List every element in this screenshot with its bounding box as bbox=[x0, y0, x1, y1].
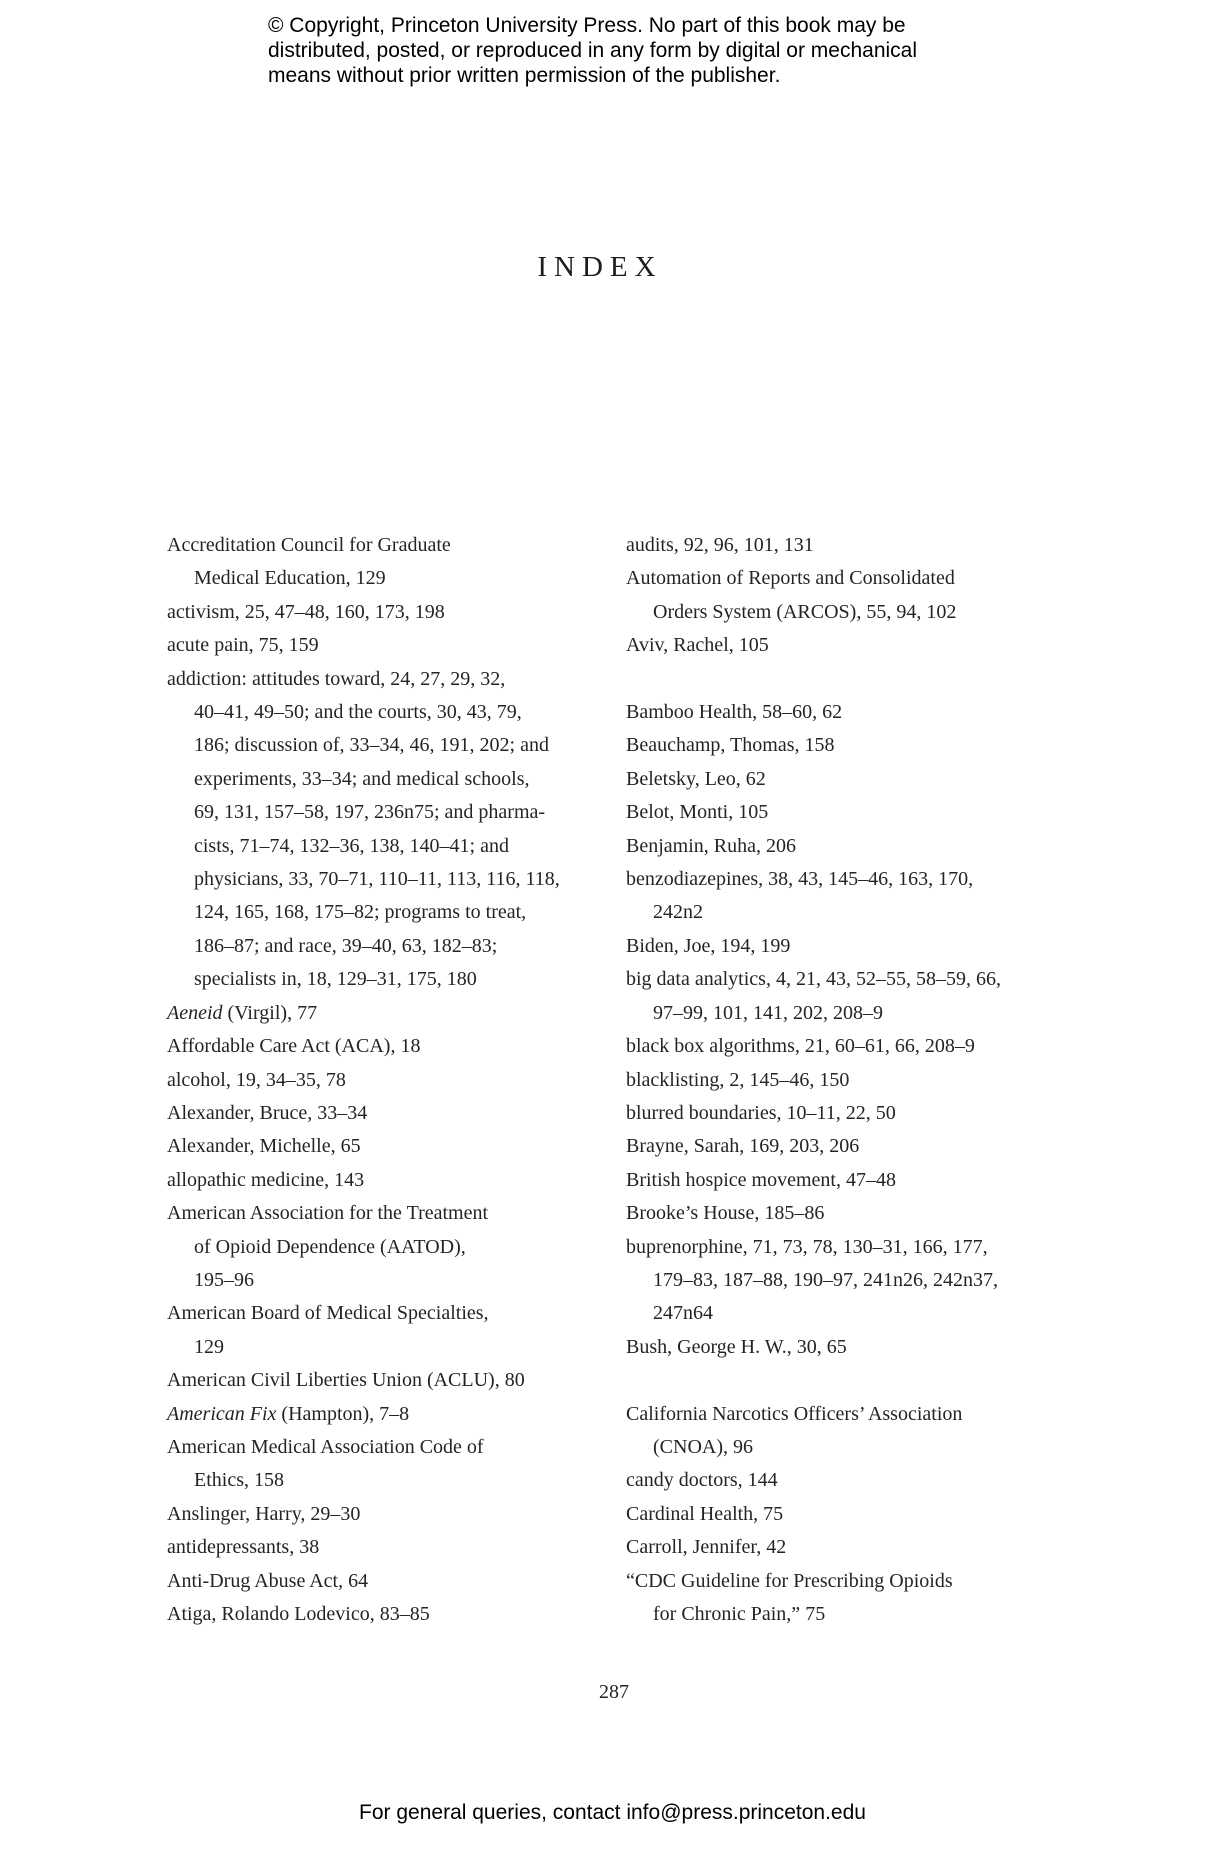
index-entry-continuation: Orders System (ARCOS), 55, 94, 102 bbox=[653, 600, 957, 623]
index-entry-line: American Association for the Treatment bbox=[167, 1202, 489, 1225]
index-entry-line: Beauchamp, Thomas, 158 bbox=[626, 734, 835, 757]
index-entry-line: California Narcotics Officers’ Association bbox=[626, 1402, 963, 1425]
index-entry-line: Anslinger, Harry, 29–30 bbox=[167, 1502, 361, 1525]
index-entry-line: American Board of Medical Specialties, bbox=[167, 1302, 489, 1325]
index-entry-continuation: 179–83, 187–88, 190–97, 241n26, 242n37, bbox=[653, 1268, 998, 1291]
index-entry-continuation: Ethics, 158 bbox=[194, 1469, 284, 1492]
index-entry-line: antidepressants, 38 bbox=[167, 1536, 320, 1559]
index-entry-continuation: physicians, 33, 70–71, 110–11, 113, 116, 118, bbox=[194, 868, 560, 891]
page-title: INDEX bbox=[537, 251, 663, 283]
italic-work-title: American Fix bbox=[167, 1402, 277, 1425]
index-entry-continuation: cists, 71–74, 132–36, 138, 140–41; and bbox=[194, 834, 509, 857]
index-gap bbox=[626, 663, 1186, 696]
index-entry-line: Atiga, Rolando Lodevico, 83–85 bbox=[167, 1603, 430, 1625]
index-entry-line: Brooke’s House, 185–86 bbox=[626, 1202, 825, 1225]
index-entry-line: Affordable Care Act (ACA), 18 bbox=[167, 1035, 421, 1058]
index-entry-line: Bush, George H. W., 30, 65 bbox=[626, 1335, 847, 1358]
index-entry-line: big data analytics, 4, 21, 43, 52–55, 58–59, 66, bbox=[626, 968, 1001, 991]
index-entry-line: black box algorithms, 21, 60–61, 66, 208–9 bbox=[626, 1035, 975, 1058]
index-entry-line: addiction: attitudes toward, 24, 27, 29, 32, bbox=[167, 667, 506, 690]
page-number: 287 bbox=[599, 1681, 629, 1703]
index-entry-continuation: 124, 165, 168, 175–82; programs to treat, bbox=[194, 901, 527, 924]
index-gap bbox=[626, 1364, 1186, 1397]
index-entry-continuation: Medical Education, 129 bbox=[194, 567, 386, 590]
index-entry-continuation: specialists in, 18, 129–31, 175, 180 bbox=[194, 968, 477, 991]
index-entry-line: Brayne, Sarah, 169, 203, 206 bbox=[626, 1135, 860, 1158]
index-entry-line: Alexander, Michelle, 65 bbox=[167, 1135, 361, 1158]
copyright-notice bbox=[268, 13, 988, 88]
index-column-left bbox=[167, 529, 617, 1631]
index-entry-line: Belot, Monti, 105 bbox=[626, 801, 769, 824]
index-entry-continuation: 97–99, 101, 141, 202, 208–9 bbox=[653, 1001, 883, 1024]
index-entry-line: Alexander, Bruce, 33–34 bbox=[167, 1101, 368, 1124]
index-entry-line: benzodiazepines, 38, 43, 145–46, 163, 170, bbox=[626, 868, 974, 891]
index-entry-line: Biden, Joe, 194, 199 bbox=[626, 934, 791, 957]
index-entry-line: buprenorphine, 71, 73, 78, 130–31, 166, 177, bbox=[626, 1235, 988, 1258]
index-entry-line: allopathic medicine, 143 bbox=[167, 1168, 365, 1191]
index-entry-line: Anti-Drug Abuse Act, 64 bbox=[167, 1569, 369, 1592]
index-entry-line: “CDC Guideline for Prescribing Opioids bbox=[626, 1569, 953, 1592]
copyright-line: © Copyright, Princeton University Press. No part of this book may be bbox=[268, 14, 906, 37]
index-entry-continuation: 129 bbox=[194, 1335, 224, 1358]
index-entry-continuation: for Chronic Pain,” 75 bbox=[653, 1603, 826, 1625]
index-entry-line: blacklisting, 2, 145–46, 150 bbox=[626, 1068, 850, 1091]
index-entry-line: Carroll, Jennifer, 42 bbox=[626, 1536, 787, 1559]
index-entry-line: American Medical Association Code of bbox=[167, 1435, 484, 1458]
index-entry-continuation: 40–41, 49–50; and the courts, 30, 43, 79, bbox=[194, 701, 522, 724]
copyright-line: means without prior written permission of the publisher. bbox=[268, 64, 781, 87]
index-entry-line: American Civil Liberties Union (ACLU), 80 bbox=[167, 1369, 525, 1392]
footer-contact-text: For general queries, contact info@press.princeton.edu bbox=[359, 1801, 866, 1824]
index-entry-line: Bamboo Health, 58–60, 62 bbox=[626, 701, 843, 724]
index-entry-line: British hospice movement, 47–48 bbox=[626, 1168, 896, 1191]
index-entry-continuation: 247n64 bbox=[653, 1302, 713, 1325]
italic-work-title: Aeneid bbox=[167, 1001, 223, 1024]
index-entry-line: activism, 25, 47–48, 160, 173, 198 bbox=[167, 600, 445, 623]
index-entry-continuation: 195–96 bbox=[194, 1268, 254, 1291]
index-entry-line: audits, 92, 96, 101, 131 bbox=[626, 534, 814, 556]
copyright-line: distributed, posted, or reproduced in any form by digital or mechanical bbox=[268, 39, 918, 62]
index-entry-line: Beletsky, Leo, 62 bbox=[626, 767, 766, 790]
index-entry-continuation: 242n2 bbox=[653, 901, 703, 924]
index-entry-line: alcohol, 19, 34–35, 78 bbox=[167, 1068, 346, 1091]
index-entry-line: Benjamin, Ruha, 206 bbox=[626, 834, 796, 857]
index-entry-continuation: 186; discussion of, 33–34, 46, 191, 202; and bbox=[194, 734, 549, 757]
index-entry-continuation: (CNOA), 96 bbox=[653, 1435, 753, 1458]
index-entry-continuation: experiments, 33–34; and medical schools, bbox=[194, 767, 530, 790]
index-entry-line: blurred boundaries, 10–11, 22, 50 bbox=[626, 1101, 896, 1124]
index-entry-line: Cardinal Health, 75 bbox=[626, 1502, 784, 1525]
index-entry-line: candy doctors, 144 bbox=[626, 1469, 778, 1492]
index-entry-line: Aviv, Rachel, 105 bbox=[626, 634, 769, 657]
index-entry-continuation: 69, 131, 157–58, 197, 236n75; and pharma- bbox=[194, 801, 546, 824]
index-entry-continuation: 186–87; and race, 39–40, 63, 182–83; bbox=[194, 934, 498, 957]
index-entry-line: acute pain, 75, 159 bbox=[167, 634, 319, 657]
index-entry-line: Accreditation Council for Graduate bbox=[167, 534, 451, 556]
index-entry-continuation: of Opioid Dependence (AATOD), bbox=[194, 1235, 466, 1258]
index-entry-line: American Fix (Hampton), 7–8 bbox=[167, 1402, 410, 1425]
index-entry-line: Aeneid (Virgil), 77 bbox=[167, 1001, 318, 1024]
index-column-right bbox=[626, 529, 1186, 1631]
index-entry-line: Automation of Reports and Consolidated bbox=[626, 567, 955, 590]
